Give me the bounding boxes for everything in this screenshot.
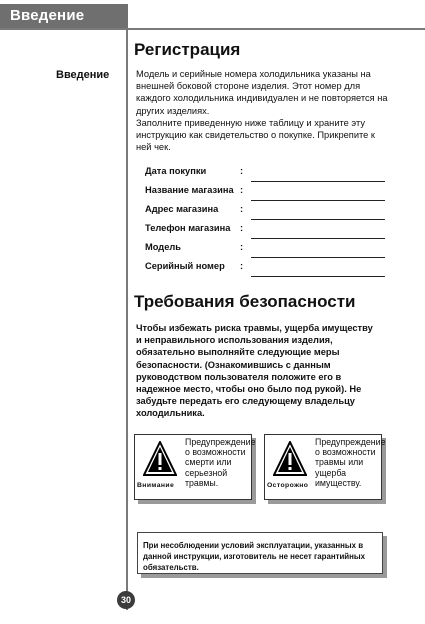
warranty-notice: При несоблюдении условий эксплуатации, указанных в данной инструкции, изготовитель не несет гарантийных обязательств. xyxy=(137,532,383,574)
registration-title: Регистрация xyxy=(134,40,241,59)
registration-text xyxy=(136,68,388,153)
form-label: Модель xyxy=(145,242,181,252)
warning-box-caution xyxy=(264,434,386,500)
store-phone-field[interactable] xyxy=(251,238,385,239)
form-colon: : xyxy=(240,204,244,214)
purchase-form xyxy=(145,164,385,278)
form-row-store-name xyxy=(145,183,385,202)
form-label: Адрес магазина xyxy=(145,204,219,214)
form-row-model xyxy=(145,240,385,259)
purchase-date-field[interactable] xyxy=(251,181,385,182)
warning-text: Предупреждение о возможности смерти или серьезной травмы. xyxy=(185,437,256,488)
safety-title: Требования безопасности xyxy=(134,292,356,311)
vertical-rule xyxy=(126,30,128,610)
caution-triangle-icon xyxy=(273,441,307,482)
warning-caption: Внимание xyxy=(137,482,175,489)
form-row-purchase-date xyxy=(145,164,385,183)
store-address-field[interactable] xyxy=(251,219,385,220)
header-title: Введение xyxy=(10,7,85,24)
form-row-serial-number xyxy=(145,259,385,278)
warning-box-danger xyxy=(134,434,256,500)
header-rule xyxy=(0,28,425,30)
form-row-store-phone xyxy=(145,221,385,240)
form-colon: : xyxy=(240,185,244,195)
form-row-store-address xyxy=(145,202,385,221)
serial-number-field[interactable] xyxy=(251,276,385,277)
form-colon: : xyxy=(240,261,244,271)
form-label: Название магазина xyxy=(145,185,234,195)
header-bar xyxy=(0,4,128,28)
safety-text: Чтобы избежать риска травмы, ущерба имуществу и неправильного использования изделия, обязательно выполняйте следующие меры безопасности. (Ознакомившись с данным руководством пользователя положите его в надежное место, чтобы оно было под рукой). Не забудьте передать его следующему владельцу холодильника. xyxy=(136,323,373,419)
page-number-badge: 30 xyxy=(117,591,135,609)
warning-triangle-icon xyxy=(143,441,177,482)
caution-caption: Осторожно xyxy=(267,482,309,489)
registration-paragraph-2: Заполните приведенную ниже таблицу и храните эту инструкцию как свидетельство о покупке. Прикрепите к ней чек. xyxy=(136,117,376,153)
form-colon: : xyxy=(240,242,244,252)
form-label: Дата покупки xyxy=(145,166,207,176)
form-label: Телефон магазина xyxy=(145,223,231,233)
registration-paragraph-1: Модель и серийные номера холодильника указаны на внешней боковой стороне изделия. Этот номер для каждого холодильника индивидуален и не повторяется на других изделиях. xyxy=(136,69,388,116)
side-section-label: Введение xyxy=(56,69,110,81)
form-colon: : xyxy=(240,223,244,233)
store-name-field[interactable] xyxy=(251,200,385,201)
form-colon: : xyxy=(240,166,244,176)
model-field[interactable] xyxy=(251,257,385,258)
caution-text: Предупреждение о возможности травмы или ущерба имуществу. xyxy=(315,437,386,488)
form-label: Серийный номер xyxy=(145,261,225,271)
